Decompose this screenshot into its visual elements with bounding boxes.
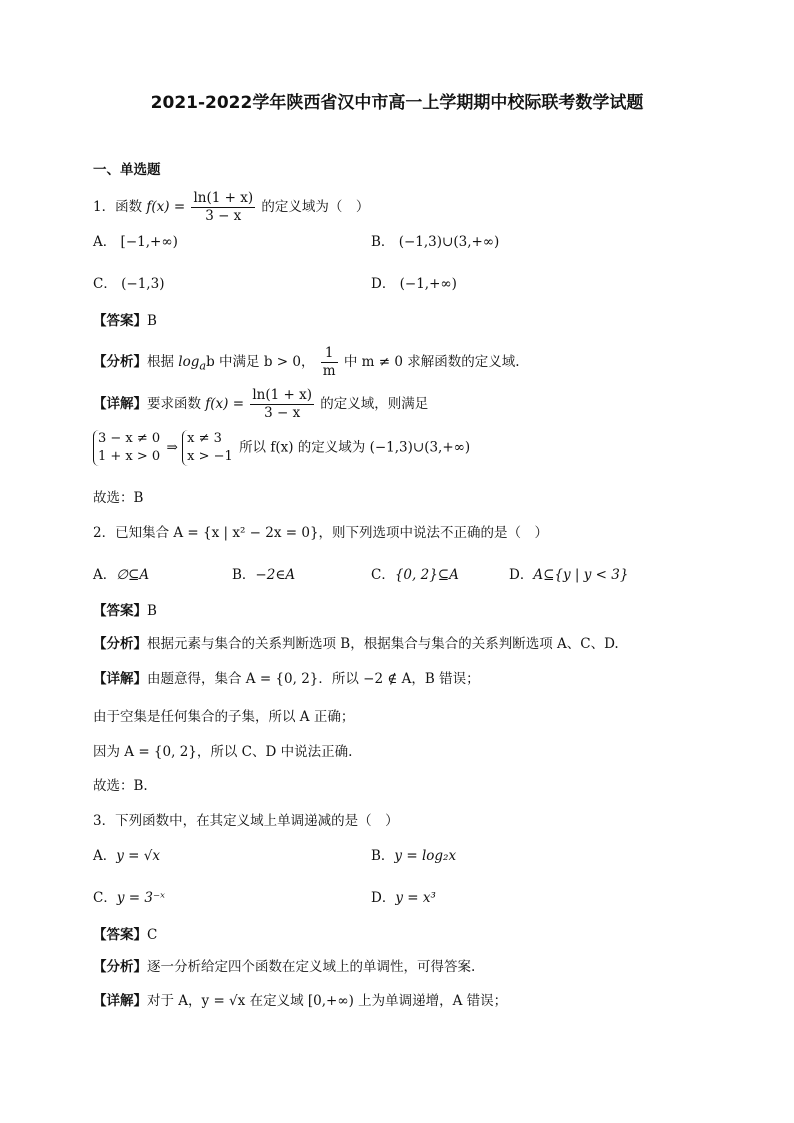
analysis-tag: 【分析】 [93,354,147,370]
q2-option-b [232,565,295,585]
frac-den: m [322,363,336,379]
answer-tag: 【答案】 [93,927,147,943]
frac-num: 1 [321,345,338,363]
q1-option-c [93,274,164,294]
system-conclusion: 所以 f(x) 的定义域为 (−1,3)∪(3,+∞) [239,439,471,456]
detail-text: 要求函数 [147,396,201,412]
option-label: B． [371,234,395,250]
q3-analysis [93,957,475,977]
system-row: 1 + x > 0 [98,449,161,464]
option-text: [−1,+∞) [120,234,178,250]
log-expr [178,354,207,373]
q1-frac-num: ln(1 + x) [193,190,254,206]
option-label: A． [93,567,117,583]
option-text: −2∈A [255,567,296,583]
q1-stem-suffix: 的定义域为（ ） [261,199,370,215]
detail-text: 对于 A，y = √x 在定义域 [0,+∞) 上为单调递增，A 错误； [147,993,508,1009]
option-label: D． [371,276,396,292]
system-right [182,430,233,466]
q1-detail [93,387,428,422]
frac-num: ln(1 + x) [252,387,312,403]
detail-text: 由题意得，集合 A = {0, 2}．所以 −2 ∉ A，B 错误； [147,671,480,687]
option-label: D． [509,567,534,583]
detail-tag: 【详解】 [93,396,147,412]
q3-detail [93,991,507,1011]
q3-option-a [93,846,160,866]
analysis-tag: 【分析】 [93,636,147,652]
q2-option-a [93,565,149,585]
option-label: A． [93,234,117,250]
detail-tag: 【详解】 [93,993,147,1009]
detail-fraction [250,387,314,422]
analysis-text: 逐一分析给定四个函数在定义域上的单调性，可得答案. [147,959,476,975]
q1-fraction [191,190,255,225]
q2-analysis [93,634,619,654]
q2-option-c [371,565,459,585]
q1-option-a [93,232,178,252]
option-text: y = √x [116,848,160,864]
answer-tag: 【答案】 [93,603,147,619]
q2-line-2: 由于空集是任何集合的子集，所以 A 正确； [93,709,355,725]
q1-func: f(x) = [146,199,186,215]
page-title: 2021-2022学年陕西省汉中市高一上学期期中校际联考数学试题 [150,93,644,113]
q1-system [93,430,470,466]
option-text: y = log₂x [394,848,457,864]
answer-value: B [147,313,157,329]
question-3-stem: 3．下列函数中，在其定义域上单调递减的是（ ） [93,813,399,829]
q2-answer [93,601,157,621]
answer-tag: 【答案】 [93,313,147,329]
q2-option-d [509,565,628,585]
q2-detail [93,669,480,689]
q1-option-d [371,274,457,294]
detail-text: 的定义域，则满足 [320,396,429,412]
answer-value: C [147,927,158,943]
system-left [93,430,160,466]
option-label: D． [371,890,396,906]
system-row: x ≠ 3 [187,431,222,446]
q1-stem-prefix: 1．函数 [93,199,143,215]
option-text: y = x³ [395,890,436,906]
q3-answer [93,925,157,945]
q2-line-3: 因为 A = {0, 2}，所以 C、D 中说法正确. [93,744,353,760]
system-row: 3 − x ≠ 0 [98,431,161,446]
option-text: (−1,3) [121,276,165,292]
implies-arrow: ⇒ [166,439,178,456]
q1-conclude: 故选：B [93,490,144,506]
log-text: log [178,354,200,370]
analysis-text: b 中满足 b > 0， [206,354,315,370]
analysis-fraction [321,345,338,380]
option-label: C． [371,567,395,583]
option-text: {0, 2}⊆A [394,567,459,583]
q2-conclude: 故选：B. [93,778,148,794]
option-text: A⊆{y | y < 3} [533,567,629,583]
section-heading: 一、单选题 [93,162,161,178]
option-label: B． [371,848,395,864]
option-label: C． [93,890,117,906]
option-text: (−1,+∞) [399,276,457,292]
analysis-tag: 【分析】 [93,959,147,975]
analysis-text: 根据元素与集合的关系判断选项 B，根据集合与集合的关系判断选项 A、C、D. [147,636,619,652]
q1-frac-den: 3 − x [205,208,242,224]
log-base: a [199,359,207,373]
frac-den: 3 − x [264,405,301,421]
option-label: B． [232,567,256,583]
detail-tag: 【详解】 [93,671,147,687]
option-label: C． [93,276,117,292]
option-text: ∅⊆A [116,567,150,583]
analysis-text: 中 m ≠ 0 求解函数的定义域. [343,354,520,370]
option-text: y = 3⁻ˣ [116,890,165,906]
system-row: x > −1 [187,449,233,464]
option-label: A． [93,848,117,864]
option-text: (−1,3)∪(3,+∞) [398,234,500,250]
question-1-stem [93,190,369,225]
analysis-text: 根据 [147,354,174,370]
q1-answer [93,311,157,331]
q1-analysis [93,345,520,380]
answer-value: B [147,603,157,619]
q3-option-d [371,888,436,908]
q1-option-b [371,232,499,252]
q3-option-b [371,846,456,866]
question-2-stem: 2．已知集合 A = {x | x² − 2x = 0}，则下列选项中说法不正确的是（ ） [93,525,549,541]
q3-option-c [93,888,165,908]
detail-func: f(x) = [205,396,245,412]
